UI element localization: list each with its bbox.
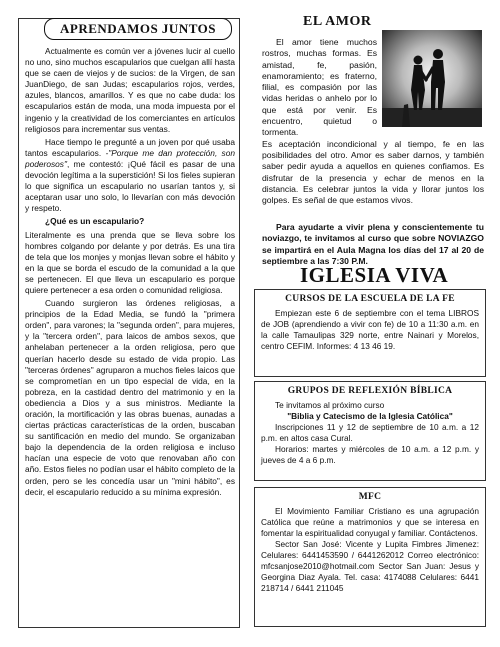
paragraph: Te invitamos al próximo curso (275, 400, 385, 410)
box-title: CURSOS DE LA ESCUELA DE LA FE (285, 294, 455, 304)
box-title: GRUPOS DE REFLEXIÓN BÍBLICA (287, 386, 453, 396)
quote-span: -"Porque me dan protección, son poderosos" (25, 147, 235, 169)
aprendamos-juntos-box (18, 18, 240, 628)
question-heading: ¿Qué es un escapulario? (45, 216, 145, 227)
paragraph: Literalmente es una prenda que se lleva sobre los hombres colgando por delante y por detrás. Es una tira de tela que los monjes y monjas llevan sobre el hábito y en la que se borda el escudo de la comunidad a la que se pertenecen. El que lleva un escapulario es porque quiere pertenecer a esa orden o comunidad religiosa. (25, 229, 235, 295)
paragraph: Inscripciones 11 y 12 de septiembre de 10 a.m. a 12 p.m. en altos casa Cural. (261, 422, 479, 443)
paragraph: Sector San José: Vicente y Lupita Fimbres Jimenez: Celulares: 6441453590 / 6441262012 Correo electrónico: mfcsanjose2010@hotmail.com Sector San Juan: Jesus y Georgina Diaz Ayala. Tel. casa: 4174088 Celulares: 6441 218714 / 6441 211045 (261, 539, 479, 593)
reflexion-biblica-box (254, 381, 486, 481)
iglesia-viva-title: IGLESIA VIVA (300, 263, 449, 287)
paragraph: El Movimiento Familiar Cristiano es una agrupación Católica que reúne a matrimonios y que se interesa en fomentar la espiritualidad conyugal y familiar. Contáctenos. (261, 506, 479, 538)
box-title: MFC (358, 492, 382, 502)
paragraph: Empiezan este 6 de septiembre con el tema LIBROS de JOB (aprendiendo a vivir con fe) de 10 a 11:30 a.m. en la calle Tamaulipas 329 norte, entre Nainari y Morelos, centro CEFIM. Informes: 4 13 46 19. (261, 308, 479, 351)
el-amor-title: EL AMOR (303, 14, 372, 29)
paragraph: El amor tiene muchos rostros, muchas formas. Es amistad, fe, pasión, enamoramiento; es fraterno, filial, es compasión por las vidas heridas o anhelo por lo que está por venir. Es encuentro, quietud o tormenta. (262, 37, 377, 138)
text-span: Hace tiempo le pregunté a un joven por qué usaba tantos escapularios. (25, 136, 235, 158)
text-span: , me contestó: ¡Qué fácil es pasar de una devoción legítima a la superstición! Si los fieles supieran lo que significa un escapulario no usarían tantos y, si aceptaran usar uno solo, lo llevarían con más devoción y respeto. (25, 158, 235, 214)
course-name: "Biblia y Catecismo de la Iglesia Católica" (287, 411, 453, 421)
el-amor-text (262, 37, 484, 206)
paragraph: Horarios: martes y miércoles de 10 a.m. a 12 p.m. y jueves de 4 a 6 p.m. (261, 444, 479, 465)
paragraph (25, 137, 235, 215)
paragraph: Es aceptación incondicional y al tiempo, fe en las posibilidades del otro. Amor es saber darnos, y también saber pedir ayuda a aquellos en quienes confiamos. Es disfrutar de la presencia y echar de menos en la distancia. Es celebrar juntos la vida y llorar juntos los golpes. Es señal de que estamos vivos. (262, 138, 484, 206)
escuela-fe-box (254, 289, 486, 377)
paragraph: Cuando surgieron las órdenes religiosas, a principios de la Edad Media, se fundó la "primera orden", para varones; la "segunda orden", para mujeres, y la "tercera orden", para laicos de ambos sexos, que anhelaban pertenecer a la orden religiosa, pero que querían hacerlo desde su estado de vida propio. Las "terceras órdenes" agruparon a muchos fieles laicos que se comprometían en un tipo especial de vida, en la pobreza, en la castidad dentro del matrimonio y en la obediencia a Dios y a sus ministros. Mediante la oración, la mortificación y las obras buenas, aunadas a ciertas prácticas características de la orden, buscaban su santificación en medio del mundo. Se organizaban bajo la dependencia de la orden religiosa e incluso hacían una especie de voto que renovaban año con año. Estos fieles no podían usar el hábito completo de la orden, pero se les concedía usar un "mini hábito", es decir, el escapulario reducido a su mínima expresión. (25, 298, 235, 497)
aprendamos-juntos-text (25, 46, 235, 498)
mfc-box (254, 487, 486, 627)
paragraph: Actualmente es común ver a jóvenes lucir al cuello no uno, sino muchos escapularios que cuelgan allí hasta que se caen de viejos y de sucios: de la Virgen, de san JuanDiego, de san Judas; escapularios rojos, verdes, azules, blancos, amarillos. Y es que no cabe duda: los escapularios están de moda, una moda impuesta por el ingenio y la creatividad de los comerciantes en artículos religiosos para incrementar sus ventas. (25, 46, 235, 134)
noviazgo-invitation: Para ayudarte a vivir plena y conscientemente tu noviazgo, te invitamos al curso que sobre NOVIAZGO se impartirá en el Aula Magna los días del 17 al 20 de septiembre a las 7:30 P.M. (262, 222, 484, 266)
aprendamos-juntos-title: APRENDAMOS JUNTOS (44, 18, 232, 40)
